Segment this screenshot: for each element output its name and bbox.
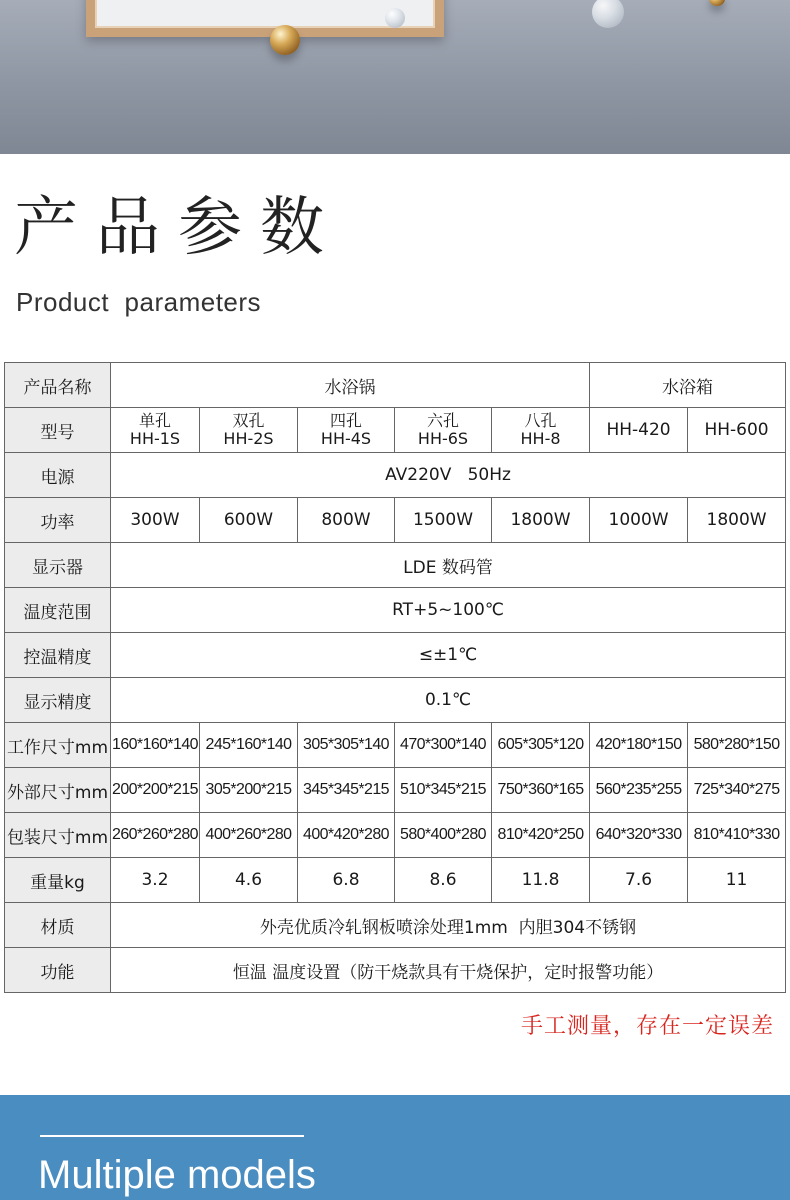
model-holes: 八孔	[524, 411, 557, 430]
value-cell: AV220V 50Hz	[111, 453, 786, 498]
product-group-cell: 水浴箱	[590, 363, 786, 408]
value-cell: 4.6	[200, 858, 298, 903]
value-cell: 7.6	[590, 858, 688, 903]
value-cell: ≤±1℃	[111, 633, 786, 678]
product-group-cell: 水浴锅	[111, 363, 590, 408]
value-cell: 605*305*120	[492, 723, 590, 768]
value-cell: 6.8	[298, 858, 395, 903]
value-cell: 300W	[111, 498, 200, 543]
value-cell: 3.2	[111, 858, 200, 903]
table-row-model	[5, 408, 786, 453]
value-cell: 305*305*140	[298, 723, 395, 768]
model-code: HH-1S	[129, 429, 181, 448]
value-cell: 1800W	[688, 498, 786, 543]
model-cell: HH-600	[688, 408, 786, 453]
model-code: HH-6S	[417, 429, 469, 448]
row-label: 包装尺寸mm	[5, 813, 111, 858]
model-cell	[200, 408, 298, 453]
value-cell: 0.1℃	[111, 678, 786, 723]
banner-title: Multiple models	[38, 1153, 316, 1197]
glass-sphere-graphic	[592, 0, 624, 28]
table-row-function	[5, 948, 786, 993]
row-label: 重量kg	[5, 858, 111, 903]
table-row-work-size	[5, 723, 786, 768]
model-cell	[298, 408, 395, 453]
model-holes: 六孔	[426, 411, 459, 430]
value-cell: 400*260*280	[200, 813, 298, 858]
section-banner	[0, 1095, 790, 1200]
row-label: 温度范围	[5, 588, 111, 633]
value-cell: 11.8	[492, 858, 590, 903]
banner-divider	[40, 1135, 304, 1137]
row-label: 型号	[5, 408, 111, 453]
model-code: HH-8	[520, 429, 561, 448]
value-cell: 420*180*150	[590, 723, 688, 768]
table-row-outer-size	[5, 768, 786, 813]
model-code: HH-2S	[223, 429, 274, 448]
gold-sphere-graphic	[270, 25, 300, 55]
model-cell	[492, 408, 590, 453]
model-code: HH-4S	[320, 429, 372, 448]
table-row-temp-range	[5, 588, 786, 633]
value-cell: 8.6	[395, 858, 492, 903]
section-title-cn: 产品参数	[14, 191, 342, 265]
value-cell: 640*320*330	[590, 813, 688, 858]
hero-photo	[0, 0, 790, 154]
value-cell: 400*420*280	[298, 813, 395, 858]
model-holes: 四孔	[329, 411, 362, 430]
row-label: 显示精度	[5, 678, 111, 723]
value-cell: 810*410*330	[688, 813, 786, 858]
value-cell: 160*160*140	[111, 723, 200, 768]
section-title-en: Product parameters	[16, 287, 262, 317]
value-cell: 600W	[200, 498, 298, 543]
row-label: 显示器	[5, 543, 111, 588]
value-cell: 470*300*140	[395, 723, 492, 768]
value-cell: 245*160*140	[200, 723, 298, 768]
value-cell: 1500W	[395, 498, 492, 543]
value-cell: 345*345*215	[298, 768, 395, 813]
table-row-display	[5, 543, 786, 588]
table-row-material	[5, 903, 786, 948]
row-label: 电源	[5, 453, 111, 498]
row-label: 产品名称	[5, 363, 111, 408]
value-cell: 580*280*150	[688, 723, 786, 768]
glass-sphere-graphic	[385, 8, 405, 28]
row-label: 控温精度	[5, 633, 111, 678]
value-cell: 外壳优质冷轧钢板喷涂处理1mm 内胆304不锈钢	[111, 903, 786, 948]
row-label: 外部尺寸mm	[5, 768, 111, 813]
measurement-note: 手工测量，存在一定误差	[520, 1014, 774, 1039]
value-cell: 305*200*215	[200, 768, 298, 813]
model-holes: 双孔	[232, 411, 265, 430]
row-label: 功能	[5, 948, 111, 993]
value-cell: 725*340*275	[688, 768, 786, 813]
table-row-temp-accuracy	[5, 633, 786, 678]
gold-sphere-graphic	[709, 0, 725, 6]
table-row-package-size	[5, 813, 786, 858]
row-label: 功率	[5, 498, 111, 543]
table-row-power-supply	[5, 453, 786, 498]
value-cell: 810*420*250	[492, 813, 590, 858]
value-cell: 750*360*165	[492, 768, 590, 813]
model-holes: 单孔	[138, 411, 171, 430]
model-cell	[111, 408, 200, 453]
value-cell: 1000W	[590, 498, 688, 543]
value-cell: 11	[688, 858, 786, 903]
value-cell: LDE 数码管	[111, 543, 786, 588]
value-cell: 560*235*255	[590, 768, 688, 813]
value-cell: 恒温 温度设置（防干烧款具有干烧保护，定时报警功能）	[111, 948, 786, 993]
model-cell	[395, 408, 492, 453]
value-cell: RT+5~100℃	[111, 588, 786, 633]
table-row-power	[5, 498, 786, 543]
model-cell: HH-420	[590, 408, 688, 453]
value-cell: 800W	[298, 498, 395, 543]
row-label: 工作尺寸mm	[5, 723, 111, 768]
parameters-table	[4, 362, 786, 993]
table-row-display-accuracy	[5, 678, 786, 723]
table-row-product-name	[5, 363, 786, 408]
table-row-weight	[5, 858, 786, 903]
row-label: 材质	[5, 903, 111, 948]
value-cell: 510*345*215	[395, 768, 492, 813]
value-cell: 1800W	[492, 498, 590, 543]
value-cell: 200*200*215	[111, 768, 200, 813]
value-cell: 260*260*280	[111, 813, 200, 858]
value-cell: 580*400*280	[395, 813, 492, 858]
